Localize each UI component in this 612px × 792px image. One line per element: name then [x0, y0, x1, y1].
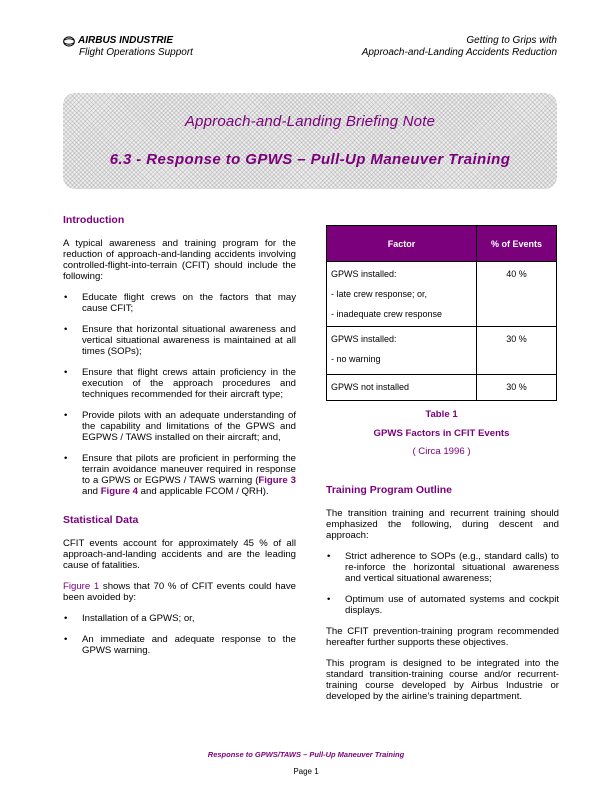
list-item: • An immediate and adequate response to the GPWS warning.	[63, 634, 296, 656]
factor-line: - late crew response; or,	[331, 289, 428, 299]
bullet-text: Ensure that pilots are proficient in performing the terrain avoidance maneuver required in response to a GPWS or EGPWS / TAWS warning (	[82, 453, 296, 486]
list-item: • Strict adherence to SOPs (e.g., standard calls) to re-inforce the horizontal situational awareness and vertical situational awareness;	[326, 551, 559, 584]
bullet-text: and applicable FCOM / QRH).	[138, 486, 269, 497]
header-right-line1: Getting to Grips with	[466, 35, 557, 46]
right-column	[326, 485, 559, 712]
statistics-paragraph: CFIT events account for approximately 45 % of all approach-and-landing accidents and are the leading cause of fatalities.	[63, 538, 296, 571]
list-item: • Ensure that horizontal situational awareness and vertical situational awareness is maintained at all times (SOPs);	[63, 324, 296, 357]
factor-line: GPWS not installed	[331, 382, 410, 392]
percent-column-header: % of Events	[477, 226, 557, 262]
paragraph-text: shows that 70 % of CFIT events could have been avoided by:	[63, 581, 296, 603]
factor-cell	[327, 262, 477, 327]
table-header-row	[327, 226, 557, 262]
introduction-bullets	[63, 292, 296, 497]
introduction-heading: Introduction	[63, 214, 125, 226]
header-left	[63, 35, 193, 59]
table-row	[327, 375, 557, 401]
table-caption-note: ( Circa 1996 )	[412, 446, 471, 457]
header-right	[362, 35, 557, 59]
header-right-line2: Approach-and-Landing Accidents Reduction	[361, 47, 557, 58]
left-column	[63, 215, 296, 666]
list-item: • Installation of a GPWS; or,	[63, 613, 296, 624]
page-number: Page 1	[293, 767, 319, 776]
statistics-bullets	[63, 613, 296, 656]
briefing-note-title: Approach-and-Landing Briefing Note	[184, 113, 436, 130]
bullet-text: and	[82, 486, 101, 497]
statistics-paragraph-2	[63, 581, 296, 603]
table-caption-title: GPWS Factors in CFIT Events	[373, 428, 510, 439]
gpws-factors-table	[326, 225, 557, 401]
list-item: • Provide pilots with an adequate understanding of the capability and limitations of the GPWS and EGPWS / TAWS installed on their aircraft; and,	[63, 410, 296, 443]
briefing-note-subtitle: 6.3 - Response to GPWS – Pull-Up Maneuver Training	[109, 151, 511, 168]
statistical-data-heading: Statistical Data	[63, 514, 139, 526]
factor-line: - inadequate crew response	[331, 309, 443, 319]
table-caption-number: Table 1	[425, 409, 458, 420]
list-item: • Educate flight crews on the factors that may cause CFIT;	[63, 292, 296, 314]
training-program-heading: Training Program Outline	[326, 484, 453, 496]
factor-cell	[327, 327, 477, 375]
training-bullets	[326, 551, 559, 616]
training-paragraph: The transition training and recurrent training should emphasized the following, during descent and approach:	[326, 508, 559, 541]
airbus-logo-icon	[63, 36, 75, 47]
percent-cell: 30 %	[477, 375, 557, 401]
percent-cell: 30 %	[477, 327, 557, 375]
table-row	[327, 262, 557, 327]
list-item: • Ensure that flight crews attain proficiency in the execution of the approach procedures and techniques recommended for their aircraft type;	[63, 367, 296, 400]
percent-cell: 40 %	[477, 262, 557, 327]
brand-line	[63, 35, 193, 47]
table-row	[327, 327, 557, 375]
list-item: • Optimum use of automated systems and cockpit displays.	[326, 594, 559, 616]
figure-4-link[interactable]: Figure 4	[100, 486, 139, 497]
factor-line: GPWS installed:	[331, 334, 397, 344]
training-paragraph-3: This program is designed to be integrated into the standard transition-training course and/or recurrent-training course developed by Airbus Industrie or developed by the airline’s training department.	[326, 658, 559, 702]
figure-3-link[interactable]: Figure 3	[258, 475, 296, 486]
brand-name: AIRBUS INDUSTRIE	[78, 35, 174, 46]
figure-1-link[interactable]: Figure 1	[63, 581, 100, 592]
introduction-paragraph: A typical awareness and training program for the reduction of approach-and-landing accidents involving controlled-flight-into-terrain (CFIT) should include the following:	[63, 238, 296, 282]
department: Flight Operations Support	[79, 47, 193, 58]
factor-line: GPWS installed:	[331, 269, 397, 279]
factor-cell	[327, 375, 477, 401]
footer-title: Response to GPWS/TAWS – Pull-Up Maneuver Training	[207, 750, 405, 759]
factor-column-header: Factor	[327, 226, 477, 262]
factor-line: - no warning	[331, 354, 381, 364]
training-paragraph-2: The CFIT prevention-training program recommended hereafter further supports these objectives.	[326, 626, 559, 648]
title-banner	[63, 93, 557, 189]
list-item	[63, 453, 296, 497]
